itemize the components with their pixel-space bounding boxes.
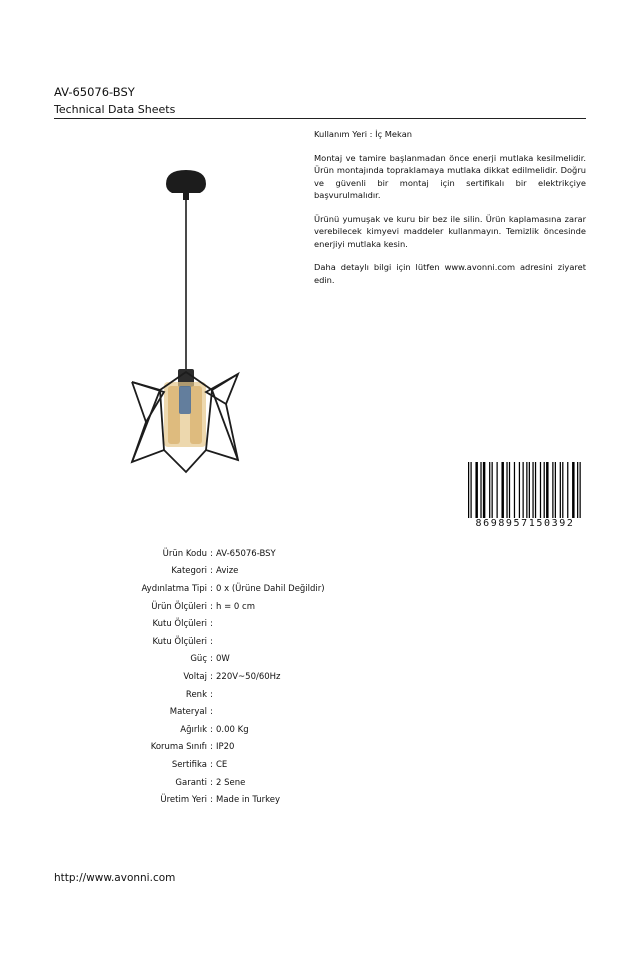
spec-row (60, 615, 420, 633)
document-subtitle: Technical Data Sheets (54, 103, 176, 116)
spec-row (60, 791, 420, 809)
barcode-bar (544, 462, 545, 520)
barcode-bar (560, 462, 561, 520)
spec-label: Sertifika (171, 759, 207, 770)
spec-separator: : (210, 759, 213, 770)
barcode-bar (483, 462, 485, 520)
barcode-bar (526, 462, 527, 520)
spec-separator: : (210, 742, 213, 753)
safety-paragraph: Montaj ve tamire başlanmadan önce enerji mutlaka kesilmelidir. Ürün montajında topraklamaya mutlaka dikkat edilmelidir. Doğru ve güvenli bir montaj için sertifikalı bir elektrikçiye başvurulmalıdır. (314, 152, 586, 200)
pendant-lamp-image (120, 160, 250, 480)
spec-row (60, 703, 420, 721)
spec-label: Ürün Ölçüleri (151, 601, 207, 612)
barcode-bar (497, 462, 498, 520)
lamp-canopy (166, 170, 206, 193)
spec-separator: : (210, 601, 213, 612)
spec-value: Avize (216, 566, 239, 577)
barcode-bar (480, 462, 481, 520)
spec-separator: : (210, 654, 213, 665)
spec-separator: : (210, 689, 213, 700)
spec-row (60, 721, 420, 739)
barcode-bar (506, 462, 507, 520)
barcode-bar (567, 462, 568, 520)
website-paragraph: Daha detaylı bilgi için lütfen www.avonni.com adresini ziyaret edin. (314, 262, 586, 285)
barcode-bar (552, 462, 553, 520)
spec-row (60, 686, 420, 704)
barcode-bar (514, 462, 515, 520)
footer-url: http://www.avonni.com (54, 872, 176, 884)
spec-separator: : (210, 707, 213, 718)
document-header (54, 85, 586, 117)
spec-label: Materyal (169, 707, 207, 718)
spec-row (60, 739, 420, 757)
spec-row (60, 598, 420, 616)
spec-row (60, 633, 420, 651)
barcode-bar (489, 462, 490, 520)
spec-label: Koruma Sınıfı (150, 742, 207, 753)
barcode-bar (475, 462, 477, 520)
spec-value: AV-65076-BSY (216, 548, 276, 559)
spec-label: Üretim Yeri (160, 795, 207, 806)
spec-label: Voltaj (183, 671, 207, 682)
spec-label: Kategori (171, 566, 207, 577)
barcode-bar (509, 462, 510, 520)
spec-label: Renk (185, 689, 207, 700)
header-divider (54, 118, 586, 119)
spec-table (60, 545, 420, 809)
spec-value: 0.00 Kg (216, 724, 249, 735)
info-block (314, 128, 586, 297)
spec-value: IP20 (216, 742, 235, 753)
spec-separator: : (210, 619, 213, 630)
barcode-bar (572, 462, 574, 520)
barcode-bar (562, 462, 563, 520)
spec-row (60, 756, 420, 774)
barcode-bar (492, 462, 493, 520)
lamp-canopy-stem (183, 192, 189, 200)
spec-row (60, 580, 420, 598)
lamp-bulb-holder (179, 386, 191, 414)
barcode-bar (580, 462, 581, 520)
barcode (466, 462, 584, 532)
spec-label: Kutu Ölçüleri (152, 619, 207, 630)
usage-location: Kullanım Yeri : İç Mekan (314, 129, 413, 139)
spec-label: Ağırlık (180, 724, 207, 735)
barcode-bars (466, 462, 584, 520)
barcode-bar (535, 462, 536, 520)
barcode-bar (529, 462, 530, 520)
spec-separator: : (210, 566, 213, 577)
spec-row (60, 774, 420, 792)
spec-row (60, 651, 420, 669)
spec-row (60, 668, 420, 686)
spec-separator: : (210, 636, 213, 647)
spec-separator: : (210, 795, 213, 806)
spec-separator: : (210, 724, 213, 735)
spec-value: 220V~50/60Hz (216, 671, 281, 682)
barcode-bar (468, 462, 469, 520)
spec-separator: : (210, 671, 213, 682)
barcode-number: 8698957150392 (466, 518, 584, 529)
spec-value: 0W (216, 654, 230, 665)
spec-label: Kutu Ölçüleri (152, 636, 207, 647)
barcode-bar (470, 462, 471, 520)
spec-value: CE (216, 759, 228, 770)
spec-label: Aydınlatma Tipi (141, 583, 207, 594)
barcode-bar (532, 462, 533, 520)
barcode-bar (555, 462, 556, 520)
barcode-bar (546, 462, 548, 520)
spec-value: 2 Sene (216, 777, 246, 788)
barcode-bar (577, 462, 578, 520)
barcode-bar (519, 462, 520, 520)
spec-label: Güç (190, 654, 207, 665)
product-code-title: AV-65076-BSY (54, 85, 135, 99)
spec-row (60, 545, 420, 563)
spec-label: Ürün Kodu (162, 548, 207, 559)
barcode-bar (501, 462, 503, 520)
cleaning-paragraph: Ürünü yumuşak ve kuru bir bez ile silin. Ürün kaplamasına zarar verebilecek kimyevi maddeler kullanmayın. Temizlik öncesinde enerjiyi mutlaka kesin. (314, 213, 586, 249)
spec-separator: : (210, 583, 213, 594)
spec-separator: : (210, 777, 213, 788)
spec-value: 0 x (Ürüne Dahil Değildir) (216, 583, 325, 594)
barcode-bar (540, 462, 541, 520)
spec-value: h = 0 cm (216, 601, 255, 612)
spec-label: Garanti (175, 777, 207, 788)
spec-value: Made in Turkey (216, 795, 280, 806)
spec-row (60, 563, 420, 581)
spec-separator: : (210, 548, 213, 559)
barcode-bar (523, 462, 524, 520)
